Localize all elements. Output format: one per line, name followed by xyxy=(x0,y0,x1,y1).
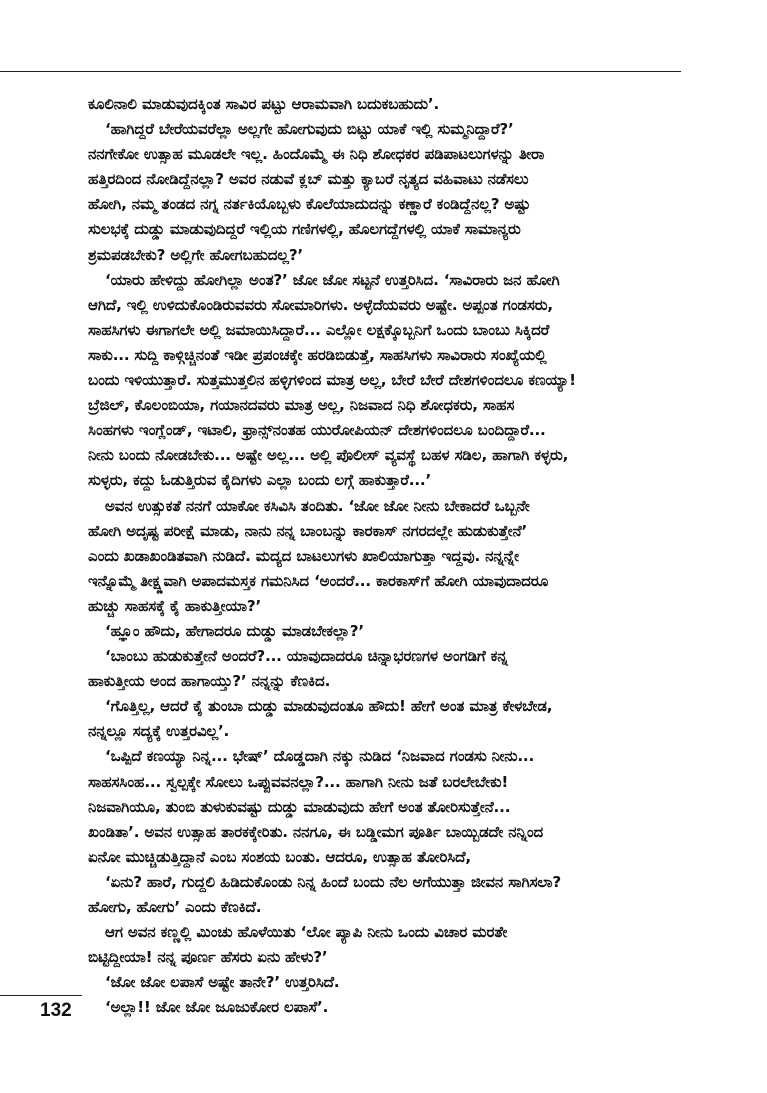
text-line: ಸಾಕು... ಸುದ್ದಿ ಕಾಳ್ಗಿಚ್ಚಿನಂತೆ ಇಡೀ ಪ್ರಪಂಚಕ್ಕೇ ಹರಡಿಬಿಡುತ್ತೆ, ಸಾಹಸಿಗಳು ಸಾವಿರಾರು ಸಂಖ್ಯೆಯಲ್ಲಿ xyxy=(88,345,547,364)
page-number: 132 xyxy=(40,1000,72,1021)
text-line: ಹುಚ್ಚು ಸಾಹಸಕ್ಕೆ ಕೈ ಹಾಕುತ್ತೀಯಾ?’ xyxy=(88,596,262,615)
text-line: ಹಾಕುತ್ತೀಯ ಅಂದ ಹಾಗಾಯ್ತು?’ ನನ್ನನ್ನು ಕೆಣಕಿದ. xyxy=(88,672,331,691)
text-line: ಸಾಹಸಸಿಂಹ... ಸ್ವಲ್ಪಕ್ಕೇ ಸೋಲು ಒಪ್ಪುವವನಲ್ಲಾ?... ಹಾಗಾಗಿ ನೀನು ಜತೆ ಬರಲೇಬೇಕು! xyxy=(88,772,509,791)
text-line: ‘ಗೊತ್ತಿಲ್ಲ, ಆದರೆ ಕೈ ತುಂಬಾ ದುಡ್ಡು ಮಾಡುವುದಂತೂ ಹೌದು! ಹೇಗೆ ಅಂತ ಮಾತ್ರ ಕೇಳಬೇಡ, xyxy=(105,697,553,716)
text-line: ‘ಅಲ್ಲಾ!! ಜೋ ಜೋ ಜೂಜುಕೋರ ಲಪಾಸೆ’. xyxy=(105,998,329,1017)
text-line: ಬಂದು ಇಳಿಯುತ್ತಾರೆ. ಸುತ್ತಮುತ್ತಲಿನ ಹಳ್ಳಿಗಳಿಂದ ಮಾತ್ರ ಅಲ್ಲ, ಬೇರೆ ಬೇರೆ ದೇಶಗಳಿಂದಲೂ ಕಣಯ್ಯಾ! xyxy=(88,371,576,390)
text-line: ಶ್ರಮಪಡಬೇಕು? ಅಲ್ಲಿಗೇ ಹೋಗಬಹುದಲ್ಲ?’ xyxy=(88,245,303,264)
text-line: ಹೋಗಿ, ನಮ್ಮ ತಂಡದ ನಗ್ನ ನರ್ತಕಿಯೊಬ್ಬಳು ಕೊಲೆಯಾದುದನ್ನು ಕಣ್ಣಾರೆ ಕಂಡಿದ್ದೆನಲ್ಲ? ಅಷ್ಟು xyxy=(88,195,531,214)
text-line: ಏನೋ ಮುಚ್ಚಿಡುತ್ತಿದ್ದಾನೆ ಎಂಬ ಸಂಶಯ ಬಂತು. ಆದರೂ, ಉತ್ಸಾಹ ತೋರಿಸಿದೆ, xyxy=(88,847,471,866)
text-line: ಆಗಿದೆ, ಇಲ್ಲಿ ಉಳಿದುಕೊಂಡಿರುವವರು ಸೋಮಾರಿಗಳು. ಅಳ್ಳೆದೆಯವರು ಅಷ್ಟೇ. ಅಪ್ಪಂತ ಗಂಡಸರು, xyxy=(88,295,553,314)
text-line: ಹೋಗಿ ಅದೃಷ್ಟ ಪರೀಕ್ಷೆ ಮಾಡು, ನಾನು ನನ್ನ ಬಾಂಬನ್ನು ಕಾರಕಾಸ್ ನಗರದಲ್ಲೇ ಹುಡುಕುತ್ತೇನೆ’ xyxy=(88,521,528,540)
text-line: ಸಾಹಸಿಗಳು ಈಗಾಗಲೇ ಅಲ್ಲಿ ಜಮಾಯಿಸಿದ್ದಾರೆ... ಎಲ್ಲೋ ಲಕ್ಷಕ್ಕೊಬ್ಬನಿಗೆ ಒಂದು ಬಾಂಬು ಸಿಕ್ಕಿದರೆ xyxy=(88,320,550,339)
text-line: ನನಗೇಕೋ ಉತ್ಸಾಹ ಮೂಡಲೇ ಇಲ್ಲ. ಹಿಂದೊಮ್ಮೆ ಈ ನಿಧಿ ಶೋಧಕರ ಪಡಿಪಾಟಲುಗಳನ್ನು ತೀರಾ xyxy=(88,145,545,164)
text-line: ಎಂದು ಖಡಾಖಂಡಿತವಾಗಿ ನುಡಿದೆ. ಮದ್ಯದ ಬಾಟಲುಗಳು ಖಾಲಿಯಾಗುತ್ತಾ ಇದ್ದವು. ನನ್ನನ್ನೇ xyxy=(88,546,519,565)
text-line: ‘ಹ್ಞೂಂ ಹೌದು, ಹೇಗಾದರೂ ದುಡ್ಡು ಮಾಡಬೇಕಲ್ಲಾ?’ xyxy=(105,621,364,640)
text-line: ಆಗ ಅವನ ಕಣ್ಣಲ್ಲಿ ಮಿಂಚು ಹೊಳೆಯಿತು ‘ಲೋ ಪ್ಯಾಪಿ ನೀನು ಒಂದು ವಿಚಾರ ಮರತೇ xyxy=(105,923,508,942)
text-line: ಬಿಟ್ಟಿದ್ದೀಯಾ! ನನ್ನ ಪೂರ್ಣ ಹೆಸರು ಏನು ಹೇಳು?’ xyxy=(88,948,328,967)
text-line: ಸಿಂಹಗಳು ಇಂಗ್ಲೆಂಡ್, ಇಟಾಲಿ, ಫ್ರಾನ್ಸ್‌ನಂತಹ ಯುರೋಪಿಯನ್ ದೇಶಗಳಿಂದಲೂ ಬಂದಿದ್ದಾರೆ... xyxy=(88,421,546,440)
text-line: ‘ಯಾರು ಹೇಳಿದ್ದು ಹೋಗಿಲ್ಲಾ ಅಂತ?’ ಜೋ ಜೋ ಸಟ್ಟನೆ ಉತ್ತರಿಸಿದ. ‘ಸಾವಿರಾರು ಜನ ಹೋಗಿ xyxy=(105,270,560,289)
text-line: ನಿಜವಾಗಿಯೂ, ತುಂಬಿ ತುಳುಕುವಷ್ಟು ದುಡ್ಡು ಮಾಡುವುದು ಹೇಗೆ ಅಂತ ತೋರಿಸುತ್ತೇನೆ... xyxy=(88,797,511,816)
text-line: ಸುಲಭಕ್ಕೆ ದುಡ್ಡು ಮಾಡುವುದಿದ್ದರೆ ಇಲ್ಲಿಯ ಗಣಿಗಳಲ್ಲಿ, ಹೊಲಗದ್ದೆಗಳಲ್ಲಿ ಯಾಕೆ ಸಾಮಾನ್ಯರು xyxy=(88,220,521,239)
text-line: ‘ಏನು? ಹಾರೆ, ಗುದ್ದಲಿ ಹಿಡಿದುಕೊಂಡು ನಿನ್ನ ಹಿಂದೆ ಬಂದು ನೆಲ ಅಗೆಯುತ್ತಾ ಜೀವನ ಸಾಗಿಸಲಾ? xyxy=(105,872,562,891)
text-line: ಅವನ ಉತ್ಸುಕತೆ ನನಗೆ ಯಾಕೋ ಕಸಿವಿಸಿ ತಂದಿತು. ‘ಜೋ ಜೋ ನೀನು ಬೇಕಾದರೆ ಒಬ್ಬನೇ xyxy=(105,496,530,515)
text-line: ಹೋಗು, ಹೋಗು’ ಎಂದು ಕೆಣಕಿದೆ. xyxy=(88,898,262,916)
text-line: ನನ್ನಲ್ಲೂ ಸದ್ಯಕ್ಕೆ ಉತ್ತರವಿಲ್ಲ’. xyxy=(88,722,230,741)
text-line: ನೀನು ಬಂದು ನೋಡಬೇಕು... ಅಷ್ಟೇ ಅಲ್ಲ... ಅಲ್ಲಿ ಪೊಲೀಸ್ ವ್ಯವಸ್ಥೆ ಬಹಳ ಸಡಿಲ, ಹಾಗಾಗಿ ಕಳ್ಳರು, xyxy=(88,446,569,465)
text-line: ‘ಬಾಂಬು ಹುಡುಕುತ್ತೇನೆ ಅಂದರೆ?... ಯಾವುದಾದರೂ ಚಿನ್ನಾಭರಣಗಳ ಅಂಗಡಿಗೆ ಕನ್ನ xyxy=(105,647,508,666)
text-line: ಬ್ರೆಜಿಲ್, ಕೊಲಂಬಿಯಾ, ಗಯಾನದವರು ಮಾತ್ರ ಅಲ್ಲ, ನಿಜವಾದ ನಿಧಿ ಶೋಧಕರು, ಸಾಹಸ xyxy=(88,396,515,415)
text-line: ಕೂಲಿನಾಲಿ ಮಾಡುವುದಕ್ಕಿಂತ ಸಾವಿರ ಪಟ್ಟು ಆರಾಮವಾಗಿ ಬದುಕಬಹುದು’. xyxy=(88,95,440,113)
text-line: ‘ಹಾಗಿದ್ದರೆ ಬೇರೆಯವರೆಲ್ಲಾ ಅಲ್ಲಗೇ ಹೋಗುವುದು ಬಿಟ್ಟು ಯಾಕೆ ಇಲ್ಲಿ ಸುಮ್ಮನಿದ್ದಾರೆ?’ xyxy=(105,120,514,139)
text-line: ಹತ್ತಿರದಿಂದ ನೋಡಿದ್ದೆನಲ್ಲಾ? ಅವರ ನಡುವೆ ಕ್ಲಬ್ ಮತ್ತು ಕ್ಯಾಬರೆ ನೃತ್ಯದ ವಹಿವಾಟು ನಡೆಸಲು xyxy=(88,170,529,189)
body-text xyxy=(88,92,680,1020)
page-number-rule xyxy=(0,995,82,996)
text-line: ಸುಳ್ಳರು, ಕದ್ದು ಓಡುತ್ತಿರುವ ಕೈದಿಗಳು ಎಲ್ಲಾ ಬಂದು ಲಗ್ಗೆ ಹಾಕುತ್ತಾರೆ...’ xyxy=(88,471,432,490)
top-rule xyxy=(0,71,681,72)
text-line: ಖಂಡಿತಾ’. ಅವನ ಉತ್ಸಾಹ ತಾರಕಕ್ಕೇರಿತು. ನನಗೂ, ಈ ಬಡ್ಡೀಮಗ ಪೂರ್ತಿ ಬಾಯ್ಬಿಡದೇ ನನ್ನಿಂದ xyxy=(88,822,544,841)
text-line: ‘ಜೋ ಜೋ ಲಪಾಸೆ ಅಷ್ಟೇ ತಾನೇ?’ ಉತ್ತರಿಸಿದೆ. xyxy=(105,973,340,992)
text-line: ‘ಒಪ್ಪಿದೆ ಕಣಯ್ಯಾ ನಿನ್ನ... ಭೇಷ್’ ದೊಡ್ಡದಾಗಿ ನಕ್ಕು ನುಡಿದ ‘ನಿಜವಾದ ಗಂಡಸು ನೀನು... xyxy=(105,747,535,766)
text-line: ಇನ್ನೊಮ್ಮೆ ತೀಕ್ಷ್ಣವಾಗಿ ಅಪಾದಮಸ್ತಕ ಗಮನಿಸಿದ ‘ಅಂದರೆ... ಕಾರಕಾಸ್‌ಗೆ ಹೋಗಿ ಯಾವುದಾದರೂ xyxy=(88,571,549,590)
